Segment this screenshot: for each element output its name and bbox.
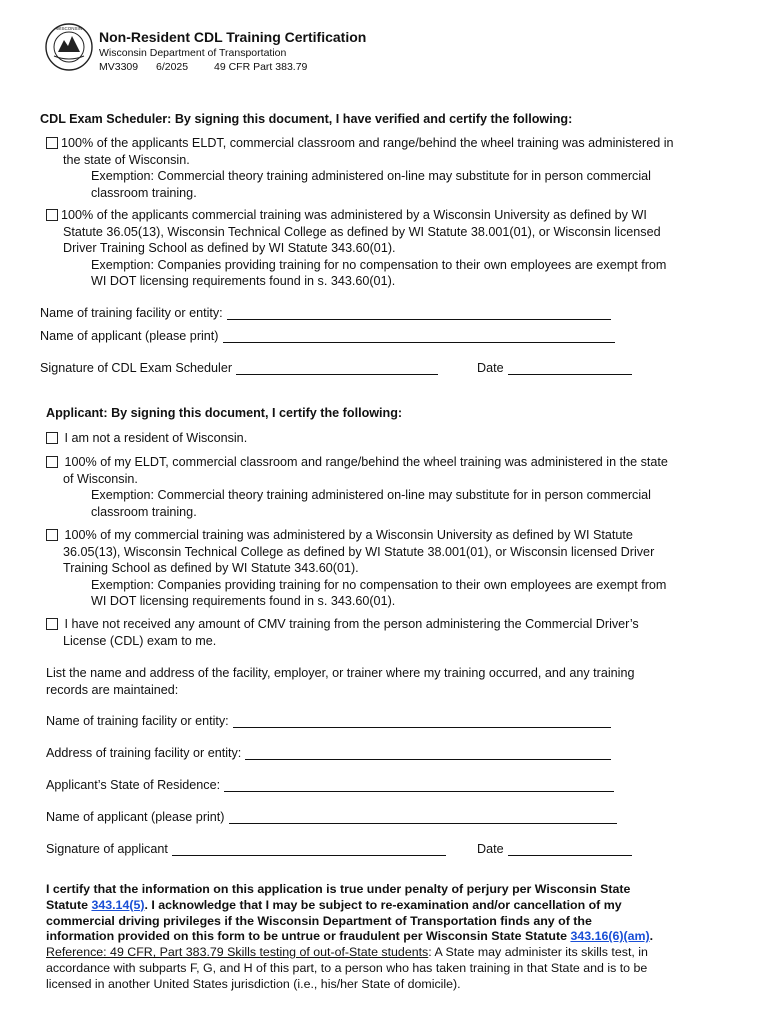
- form-meta: [99, 61, 307, 73]
- scheduler-item-1: 100% of the applicants ELDT, commercial classroom and range/behind the wheel training was administered in the state of Wisconsin. Exemption: Commercial theory training administered on-line may substitute for in person commercial classroom training.: [46, 135, 674, 201]
- applicant-signature-input[interactable]: [172, 842, 446, 856]
- applicant-address-input[interactable]: [245, 746, 611, 760]
- applicant-name-field: Name of applicant (please print): [46, 810, 617, 824]
- scheduler-facility-field: Name of training facility or entity:: [40, 306, 611, 320]
- applicant-state-field: Applicant’s State of Residence:: [46, 778, 614, 792]
- cfr-reference-note: Reference: 49 CFR, Part 383.79 Skills testing of out-of-State students: A State may administer its skills test, in: [46, 945, 648, 960]
- applicant-facility-input[interactable]: [233, 714, 611, 728]
- applicant-checkbox-1[interactable]: [46, 432, 58, 444]
- scheduler-item-2: 100% of the applicants commercial training was administered by a Wisconsin University as defined by WI Statute 36.05(13), Wisconsin Technical College as defined by WI Statute 38.001(01), or Wisconsin licensed Driver Training School as defined by WI Statute 343.60(01). Exemption: Companies providing training for no compensation to their own employees are exempt from WI DOT licensing requirements found in s. 343.60(01).: [46, 207, 666, 290]
- scheduler-facility-input[interactable]: [227, 306, 611, 320]
- scheduler-checkbox-1[interactable]: [46, 137, 58, 149]
- applicant-signature-field: Signature of applicant: [46, 842, 446, 856]
- applicant-name-input[interactable]: [229, 810, 617, 824]
- applicant-checkbox-4[interactable]: [46, 618, 58, 630]
- applicant-state-input[interactable]: [224, 778, 614, 792]
- applicant-address-field: Address of training facility or entity:: [46, 746, 611, 760]
- scheduler-date-input[interactable]: [508, 361, 632, 375]
- applicant-item-2: 100% of my ELDT, commercial classroom and range/behind the wheel training was administered in the state of Wisconsin. Exemption: Commercial theory training administered on-line may substitute for in person commercial classroom training.: [46, 454, 668, 520]
- certification-statement: I certify that the information on this application is true under penalty of perjury per Wisconsin State Statute 343.14(5). I acknowledge that I may be subject to re-examination and/or cancellation of my commercial driving privileges if the Wisconsin Department of Transportation finds any of the information provided on this form to be untrue or fraudulent per Wisconsin State Statute 343.16(6)(am). Reference: 49 CFR, Part 383.79 Skills testing of out-of-State students: A State may administer its skills test, in accordance with subparts F, G, and H of this part, to a person who has taken training in that State and is to be licensed in another United States jurisdiction (i.e., his/her State of domicile).: [46, 882, 746, 993]
- scheduler-signature-field: Signature of CDL Exam Scheduler: [40, 361, 438, 375]
- applicant-item-1: I am not a resident of Wisconsin.: [46, 430, 247, 447]
- form-date: 6/2025: [156, 61, 189, 73]
- applicant-item-3: 100% of my commercial training was administered by a Wisconsin University as defined by WI Statute 36.05(13), Wisconsin Technical College as defined by WI Statute 38.001(01), or Wisconsin licensed Driver Training School as defined by WI Statute 343.60(01). Exemption: Companies providing training for no compensation to their own employees are exempt from WI DOT licensing requirements found in s. 343.60(01).: [46, 527, 666, 610]
- statute-link-343-14-5[interactable]: 343.14(5): [91, 897, 145, 912]
- applicant-date-field: Date: [477, 842, 632, 856]
- scheduler-applicant-name-input[interactable]: [223, 329, 615, 343]
- scheduler-date-field: Date: [477, 361, 632, 375]
- applicant-item-4: I have not received any amount of CMV training from the person administering the Commercial Driver’s License (CDL) exam to me.: [46, 616, 639, 649]
- applicant-checkbox-3[interactable]: [46, 529, 58, 541]
- applicant-facility-field: Name of training facility or entity:: [46, 714, 611, 728]
- wisdot-seal-icon: [44, 22, 94, 72]
- form-number: MV3309: [99, 61, 139, 73]
- scheduler-checkbox-2[interactable]: [46, 209, 58, 221]
- form-title: Non-Resident CDL Training Certification: [99, 29, 367, 45]
- cfr-reference: 49 CFR Part 383.79: [214, 61, 308, 73]
- statute-link-343-16-6-am[interactable]: 343.16(6)(am): [570, 929, 650, 944]
- applicant-heading: Applicant: By signing this document, I certify the following:: [46, 406, 403, 420]
- svg-text:WISCONSIN: WISCONSIN: [55, 26, 83, 31]
- applicant-date-input[interactable]: [508, 842, 632, 856]
- training-records-instructions: List the name and address of the facility, employer, or trainer where my training occurred, and any training records are maintained:: [46, 666, 635, 697]
- scheduler-heading: CDL Exam Scheduler: By signing this document, I have verified and certify the following:: [40, 112, 573, 126]
- applicant-checkbox-2[interactable]: [46, 456, 58, 468]
- department-name: Wisconsin Department of Transportation: [99, 47, 287, 59]
- scheduler-applicant-name-field: Name of applicant (please print): [40, 329, 615, 343]
- scheduler-signature-input[interactable]: [236, 361, 438, 375]
